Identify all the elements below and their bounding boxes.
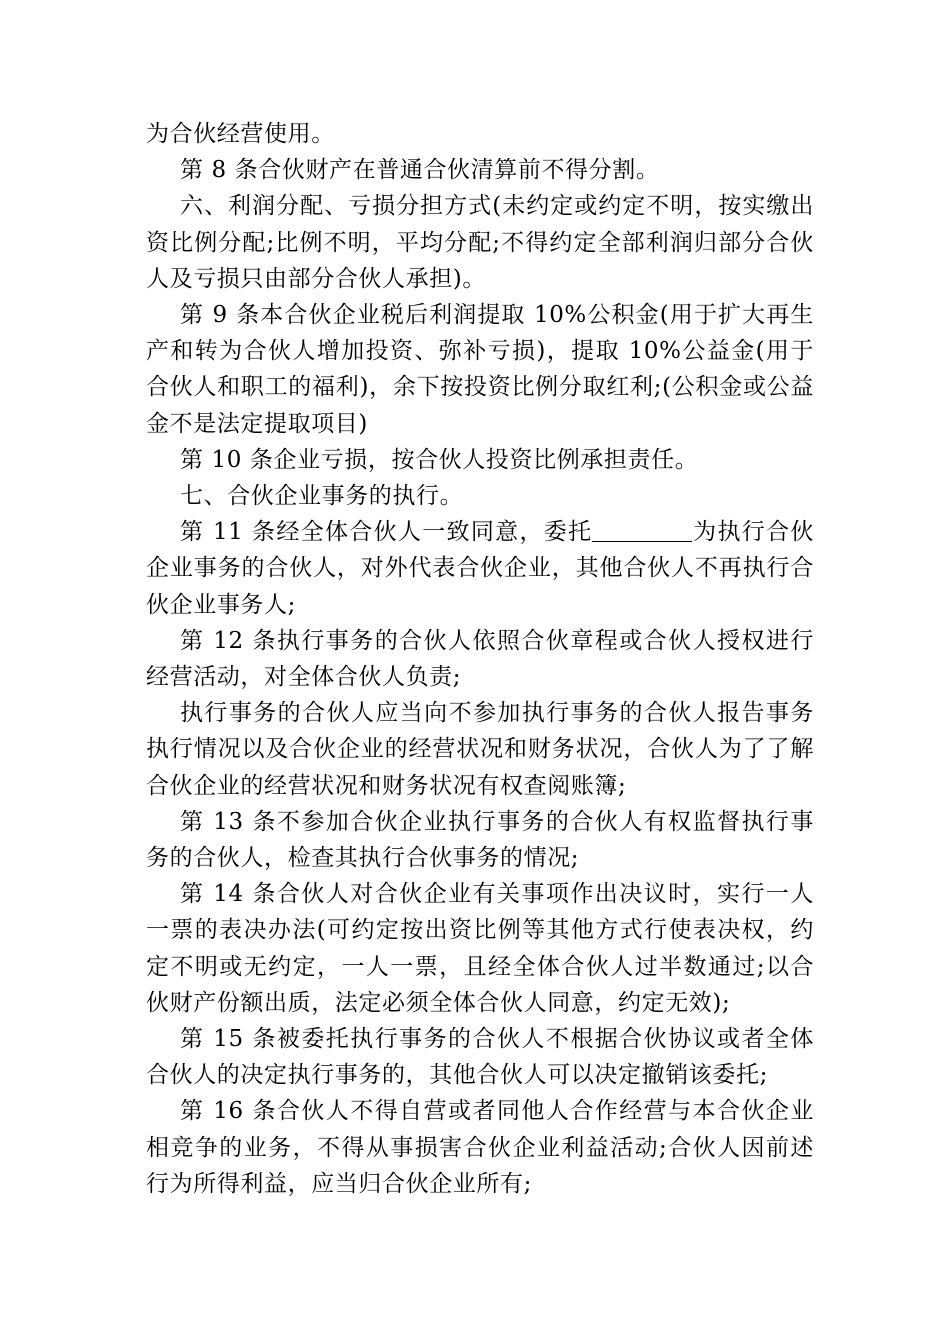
article-15: 第 15 条被委托执行事务的合伙人不根据合伙协议或者全体合伙人的决定执行事务的，其他合伙人可以决定撤销该委托; [146, 1026, 814, 1089]
article-10: 第 10 条企业亏损，按合伙人投资比例承担责任。 [180, 446, 699, 473]
paragraph-continuation: 为合伙经营使用。 [146, 121, 335, 147]
article-11-before-blank: 第 11 条经全体合伙人一致同意，委托 [180, 519, 593, 546]
article-14: 第 14 条合伙人对合伙企业有关事项作出决议时，实行一人一票的表决办法(可约定按出资比例等其他方式行使表决权，约定不明或无约定，一人一票，且经全体合伙人过半数通过;以合伙财产份额出质，法定必须全体合伙人同意，约定无效); [146, 881, 814, 1016]
fill-in-blank[interactable] [592, 519, 692, 542]
article-11-after-blank: 为执行合伙企业事务的合伙人，对外代表合伙企业，其他合伙人不再执行合伙企业事务人; [146, 519, 815, 618]
section-7-heading: 七、合伙企业事务的执行。 [180, 483, 464, 510]
article-13: 第 13 条不参加合伙企业执行事务的合伙人有权监督执行事务的合伙人，检查其执行合伙事务的情况; [146, 808, 814, 872]
document-body [146, 116, 814, 1202]
article-11 [146, 514, 814, 623]
article-16: 第 16 条合伙人不得自营或者同他人合作经营与本合伙企业相竞争的业务，不得从事损害合伙企业利益活动;合伙人因前述行为所得利益，应当归合伙企业所有; [146, 1098, 814, 1197]
article-9: 第 9 条本合伙企业税后利润提取 10%公积金(用于扩大再生产和转为合伙人增加投资、弥补亏损)，提取 10%公益金(用于合伙人和职工的福利)，余下按投资比例分取红利;(公积金或公益金不是法定提取项目) [146, 302, 814, 437]
article-12-clause-2: 执行事务的合伙人应当向不参加执行事务的合伙人报告事务执行情况以及合伙企业的经营状况和财务状况，合伙人为了了解合伙企业的经营状况和财务状况有权查阅账簿; [146, 700, 814, 799]
section-6-heading: 六、利润分配、亏损分担方式(未约定或约定不明，按实缴出资比例分配;比例不明，平均分配;不得约定全部利润归部分合伙人及亏损只由部分合伙人承担)。 [146, 193, 814, 292]
article-8: 第 8 条合伙财产在普通合伙清算前不得分割。 [180, 157, 660, 184]
article-12: 第 12 条执行事务的合伙人依照合伙章程或合伙人授权进行经营活动，对全体合伙人负责; [146, 627, 814, 691]
